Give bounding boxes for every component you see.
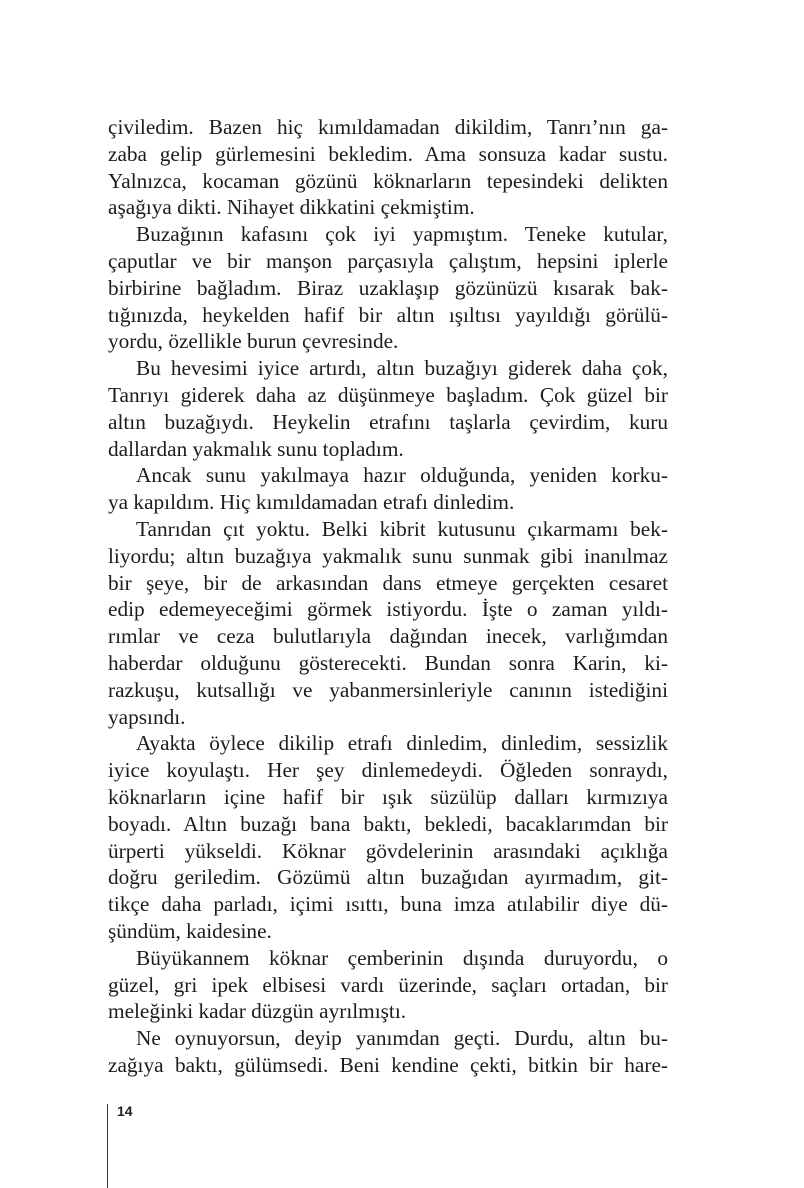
text-line: Yalnızca, kocaman gözünü köknarların tepesindeki delikten <box>108 168 668 193</box>
text-line: Ayakta öylece dikilip etrafı dinledim, dinledim, sessizlik <box>136 731 668 756</box>
text-line: Büyükannem köknar çemberinin dışında duruyordu, o <box>136 945 668 970</box>
text-line: razkuşu, kutsallığı ve yabanmersinleriyle canının istediğini <box>108 677 668 702</box>
paragraph <box>108 221 668 355</box>
paragraph <box>108 462 668 516</box>
text-line: ya kapıldım. Hiç kımıldamadan etrafı dinledim. <box>108 490 515 515</box>
paragraph <box>108 355 668 462</box>
text-line: meleğinki kadar düzgün ayrılmıştı. <box>108 999 407 1024</box>
paragraph <box>108 114 668 221</box>
text-line: Ne oynuyorsun, deyip yanımdan geçti. Durdu, altın bu- <box>136 1026 668 1051</box>
text-line: liyordu; altın buzağıya yakmalık sunu sunmak gibi inanılmaz <box>108 543 668 568</box>
text-line: yordu, özellikle burun çevresinde. <box>108 329 399 354</box>
text-line: Buzağının kafasını çok iyi yapmıştım. Teneke kutular, <box>136 222 668 247</box>
text-line: köknarların içine hafif bir ışık süzülüp dalları kırmızıya <box>108 784 668 809</box>
text-line: altın buzağıydı. Heykelin etrafını taşlarla çevirdim, kuru <box>108 409 668 434</box>
text-line: doğru geriledim. Gözümü altın buzağıdan ayırmadım, git- <box>108 865 668 890</box>
text-line: zağıya baktı, gülümsedi. Beni kendine çekti, bitkin bir hare- <box>108 1052 668 1077</box>
text-line: rımlar ve ceza bulutlarıyla dağından inecek, varlığımdan <box>108 624 668 649</box>
folio-rule <box>107 1104 108 1188</box>
text-line: iyice koyulaştı. Her şey dinlemedeydi. Öğleden sonraydı, <box>108 758 668 783</box>
text-line: tığınızda, heykelden hafif bir altın ışıltısı yayıldığı görülü- <box>108 302 668 327</box>
text-line: güzel, gri ipek elbisesi vardı üzerinde, saçları ortadan, bir <box>108 972 668 997</box>
text-line: Bu hevesimi iyice artırdı, altın buzağıyı giderek daha çok, <box>136 356 668 381</box>
text-line: şündüm, kaidesine. <box>108 918 272 943</box>
paragraph <box>108 516 668 730</box>
text-line: Tanrıdan çıt yoktu. Belki kibrit kutusunu çıkarmamı bek- <box>136 516 668 541</box>
page-number: 14 <box>117 1103 133 1119</box>
text-line: birbirine bağladım. Biraz uzaklaşıp gözünüzü kısarak bak- <box>108 275 668 300</box>
text-line: bir şeye, bir de arkasından dans etmeye gerçekten cesaret <box>108 570 668 595</box>
paragraph <box>108 730 668 944</box>
text-line: yapsındı. <box>108 704 186 729</box>
text-line: haberdar olduğunu gösterecekti. Bundan sonra Karin, ki- <box>108 650 668 675</box>
text-line: çiviledim. Bazen hiç kımıldamadan dikildim, Tanrı’nın ga- <box>108 115 668 139</box>
text-line: tikçe daha parladı, içimi ısıttı, buna imza atılabilir diye dü- <box>108 892 668 917</box>
text-line: boyadı. Altın buzağı bana baktı, bekledi, bacaklarımdan bir <box>108 811 668 836</box>
text-line: ürperti yükseldi. Köknar gövdelerinin arasındaki açıklığa <box>108 838 668 863</box>
text-line: Ancak sunu yakılmaya hazır olduğunda, yeniden korku- <box>136 463 668 488</box>
body-text <box>108 114 668 1079</box>
text-line: dallardan yakmalık sunu topladım. <box>108 436 404 461</box>
text-line: zaba gelip gürlemesini bekledim. Ama sonsuza kadar sustu. <box>108 141 668 166</box>
paragraph <box>108 945 668 1025</box>
text-line: aşağıya dikti. Nihayet dikkatini çekmiştim. <box>108 195 475 220</box>
paragraph <box>108 1025 668 1079</box>
text-line: çaputlar ve bir manşon parçasıyla çalıştım, hepsini iplerle <box>108 248 668 273</box>
text-line: edip edemeyeceğimi görmek istiyordu. İşte o zaman yıldı- <box>108 597 668 622</box>
text-line: Tanrıyı giderek daha az düşünmeye başladım. Çok güzel bir <box>108 382 668 407</box>
